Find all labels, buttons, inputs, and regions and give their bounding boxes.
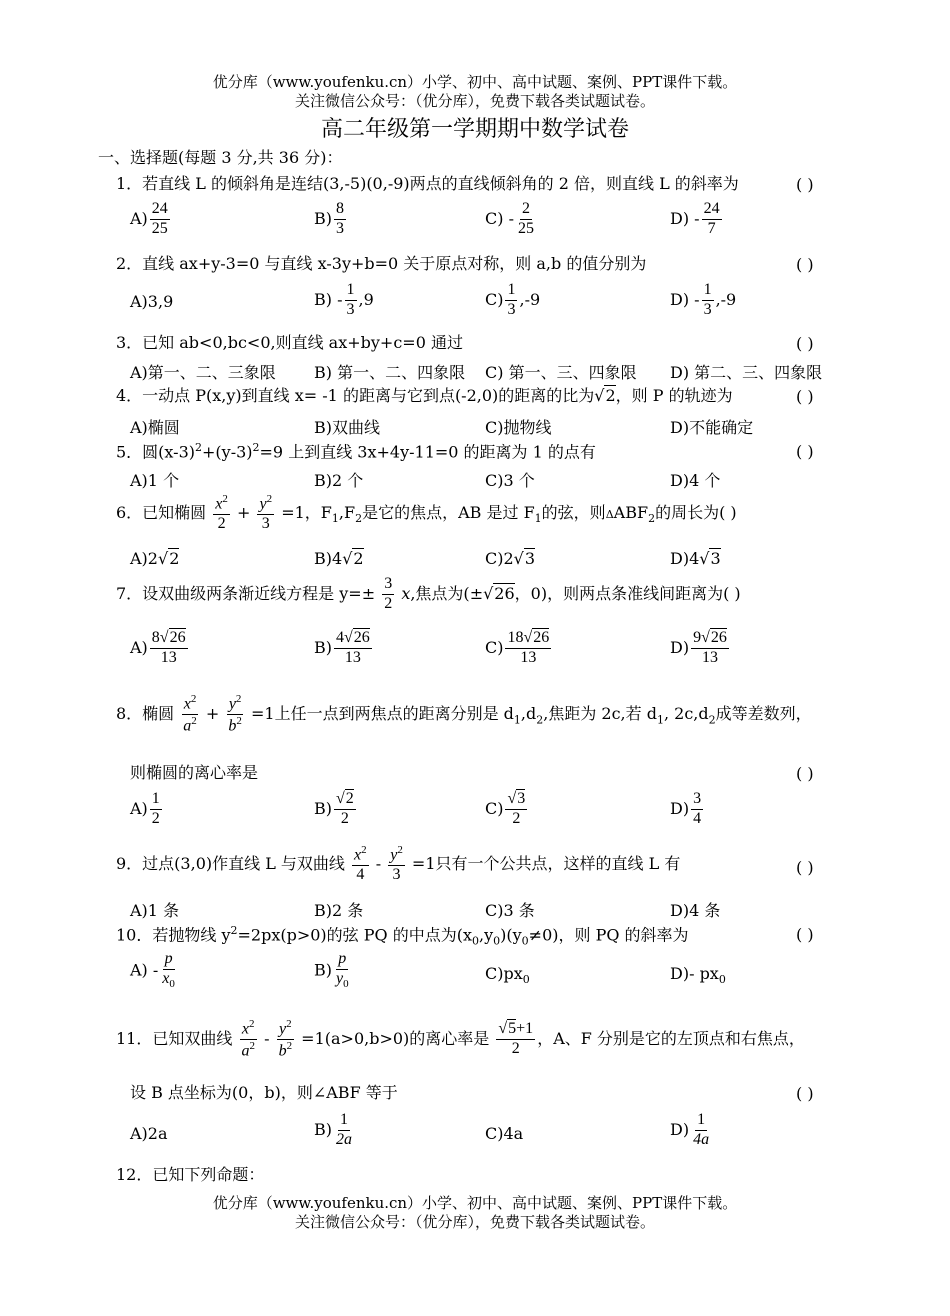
option-c: C)4a [485, 1124, 524, 1143]
question-6-stem: 6．已知椭圆 $\frac{x^2}{2}$ + $\frac{y^2}{3}$ =1，$F_1,F_2$是它的焦点，AB 是过 $F_1$的弦，则$\Delta ABF_2$的周长为( ) [116, 493, 737, 533]
option-b: B) $\frac{1}{2a}$ [314, 1111, 352, 1148]
option-b: B)2 个 [314, 471, 364, 490]
option-c: $C)px_0$ [485, 964, 530, 987]
question-1-stem: 1．若直线 L 的倾斜角是连结(3,-5)(0,-9)两点的直线倾斜角的 2 倍，则直线 L 的斜率为 [116, 174, 739, 193]
answer-paren: ( ) [796, 858, 814, 877]
option-d: D)4 个 [670, 471, 721, 490]
answer-paren: ( ) [796, 764, 814, 783]
option-a: A) $\frac{1}{2}$ [130, 790, 160, 827]
option-c: C)抛物线 [485, 418, 552, 437]
option-d: D)4√3 [670, 549, 721, 568]
header-line-2: 关注微信公众号：（优分库），免费下载各类试题试卷。 [294, 92, 655, 110]
option-a: A)2a [130, 1124, 168, 1143]
answer-paren: ( ) [796, 334, 814, 353]
answer-paren: ( ) [796, 925, 814, 944]
option-a: A) $\frac{8√26}{13}$ [130, 629, 186, 666]
option-a: A)3,9 [130, 292, 174, 311]
option-b: B)双曲线 [314, 418, 381, 437]
answer-paren: ( ) [796, 442, 814, 461]
option-b: B) $\frac{4√26}{13}$ [314, 629, 370, 666]
question-2-stem: 2．直线 ax+y-3=0 与直线 x-3y+b=0 关于原点对称，则 a,b 的值分别为 [116, 254, 647, 273]
question-5-stem: 5．圆$(x-3)^2+(y-3)^2=9$ 上到直线 3x+4y-11=0 的距离为 1 的点有 [116, 441, 596, 462]
option-b: B) $\frac{p}{y_0}$ [314, 950, 349, 990]
option-c: C)3 个 [485, 471, 535, 490]
option-c: C) 第一、三、四象限 [485, 363, 637, 382]
option-a: A) - $\frac{p}{x_0}$ [130, 950, 175, 990]
header-line-1: 优分库（www.youfenku.cn）小学、初中、高中试题、案例、PPT课件下载。 [212, 73, 738, 91]
option-a: A)1 条 [130, 901, 180, 920]
option-d: D) 第二、三、四象限 [670, 363, 823, 382]
option-a: A)第一、二、三象限 [130, 363, 276, 382]
option-d: D) $\frac{3}{4}$ [670, 790, 702, 827]
option-d: D) - $\frac{1}{3}$ ,-9 [670, 281, 737, 318]
question-9-stem: 9．过点(3,0)作直线 L 与双曲线 $\frac{x^2}{4}$ - $\frac{y^2}{3}$ =1只有一个公共点，这样的直线 L 有 [116, 844, 681, 884]
answer-paren: ( ) [796, 387, 814, 406]
footer-line-2: 关注微信公众号：（优分库），免费下载各类试题试卷。 [294, 1213, 655, 1231]
option-d: D) $\frac{1}{4a}$ [670, 1111, 710, 1148]
question-8-line-2: 则椭圆的离心率是 [130, 763, 259, 782]
option-a: A)1 个 [130, 471, 180, 490]
option-c: C) $\frac{√3}{2}$ [485, 790, 526, 827]
section-heading: 一、选择题(每题 3 分,共 36 分)： [98, 148, 343, 167]
question-3-stem: 3．已知 ab<0,bc<0,则直线 ax+by+c=0 通过 [116, 333, 463, 352]
question-11-line-2: 设 B 点坐标为(0，b)，则∠ABF 等于 [130, 1083, 398, 1102]
option-c: C) $\frac{1}{3}$ ,-9 [485, 281, 541, 318]
option-c: C) $\frac{18√26}{13}$ [485, 629, 550, 666]
option-d: D) $\frac{9√26}{13}$ [670, 629, 727, 666]
option-d: D)不能确定 [670, 418, 754, 437]
question-10-stem: 10．若抛物线 $y^2=2px(p>0)$的弦 PQ 的中点为$(x_0,y_0)(y_0\ne 0)$，则 PQ 的斜率为 [116, 924, 689, 948]
option-d: D)4 条 [670, 901, 721, 920]
option-b: B) - $\frac{1}{3}$ ,9 [314, 281, 374, 318]
option-d: D)- $px_0$ [670, 964, 726, 987]
answer-paren: ( ) [796, 1084, 814, 1103]
option-c: C)3 条 [485, 901, 535, 920]
option-a: A) $\frac{24}{25}$ [130, 200, 168, 237]
option-c: C)2√3 [485, 549, 536, 568]
answer-paren: ( ) [796, 175, 814, 194]
option-b: B) $\frac{√2}{2}$ [314, 790, 354, 827]
footer-line-1: 优分库（www.youfenku.cn）小学、初中、高中试题、案例、PPT课件下载。 [212, 1194, 738, 1212]
answer-paren: ( ) [796, 255, 814, 274]
question-4-stem: 4．一动点 P(x,y)到直线 x= -1 的距离与它到点(-2,0)的距离的比为√2，则 P 的轨迹为 [116, 386, 733, 405]
option-b: B) $\frac{8}{3}$ [314, 200, 344, 237]
option-b: B)4√2 [314, 549, 364, 568]
option-b: B)2 条 [314, 901, 364, 920]
page-title: 高二年级第一学期期中数学试卷 [320, 117, 629, 142]
question-7-stem: 7．设双曲级两条渐近线方程是 y=± $\frac{3}{2}$ x,焦点为(±√26，0)，则两点条准线间距离为( ) [116, 575, 741, 612]
option-d: D) - $\frac{24}{7}$ [670, 200, 720, 237]
option-b: B) 第一、二、四象限 [314, 363, 466, 382]
option-a: A)2√2 [130, 549, 180, 568]
question-11-stem: 11．已知双曲线 $\frac{x^2}{a^2}$ - $\frac{y^2}{b^2}$ =1(a>0,b>0)的离心率是 $\frac{√5+1}{2}$ ，A、F 分别是它的左顶点和右焦点， [116, 1018, 805, 1060]
option-c: C) - $\frac{2}{25}$ [485, 200, 534, 237]
question-12-stem: 12．已知下列命题： [116, 1165, 265, 1184]
option-a: A)椭圆 [130, 418, 180, 437]
question-8-stem: 8．椭圆 $\frac{x^2}{a^2}$ + $\frac{y^2}{b^2}$ =1上任一点到两焦点的距离分别是 $d_1,d_2$,焦距为 2c,若 $d_1$, $2c,d_2$成等差数列， [116, 693, 812, 735]
